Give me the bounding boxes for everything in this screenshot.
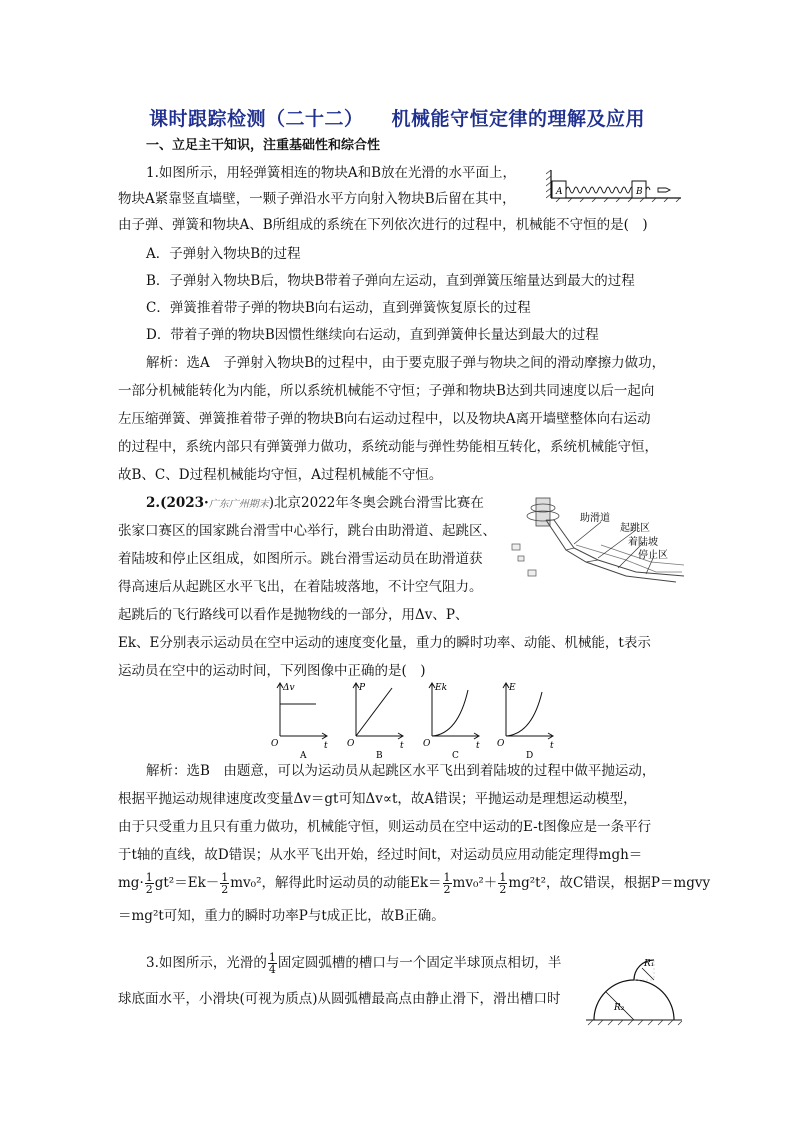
label-stop-zone: 停止区 <box>638 550 668 561</box>
bullet-icon <box>658 188 670 192</box>
q2-solution-5: mg· $\frac{1}{2}$ gt²＝Ek－ $\frac{1}{2}$ mv₀²，解得此时运动员的动能Ek＝ $\frac{1}{2}$ mv₀²＋ $\frac{1}{2}$ mg²t²，故C错误，根据P＝mgvy <box>118 871 711 896</box>
graph-origin-label: O <box>423 739 431 749</box>
graph-y-label: Δv <box>283 683 295 693</box>
graph-x-label: t <box>550 741 554 751</box>
graph-origin-label: O <box>497 739 505 749</box>
q2-source: 广东广州期末 <box>208 499 269 510</box>
fraction-half: $\frac{1}{2}$ <box>499 871 507 896</box>
q1-solution-5: 故B、C、D过程机械能均守恒，A过程机械能不守恒。 <box>118 467 443 483</box>
label-takeoff: 起跳区 <box>620 523 650 534</box>
q1-option-c: C．弹簧推着带子弹的物块B向右运动，直到弹簧恢复原长的过程 <box>146 300 531 316</box>
q2-solution-4: 于t轴的直线，故D错误；从水平飞出开始，经过时间t，对运动员应用动能定理得mgh＝ <box>118 847 643 863</box>
graph-y-label: Ek <box>435 683 448 693</box>
q2-solution-2: 根据平抛运动规律速度改变量Δv＝gt可知Δv∝t，故A错误；平抛运动是理想运动模型， <box>118 791 637 807</box>
block-b-label: B <box>636 187 643 197</box>
answer-graph-D <box>496 680 558 760</box>
q2-line3: 着陆坡和停止区组成，如图所示。跳台滑雪运动员在助滑道获 <box>118 551 483 567</box>
graph-origin-label: O <box>347 739 355 749</box>
block-a-label: A <box>556 187 563 197</box>
graph-caption: C <box>452 751 459 760</box>
fraction-half: $\frac{1}{2}$ <box>221 871 229 896</box>
answer-graph-A <box>270 680 332 760</box>
q2-line6: Ek、E分别表示运动员在空中运动的速度变化量，重力的瞬时功率、动能、机械能，t表示 <box>118 635 651 651</box>
section-heading: 一、立足主干知识，注重基础性和综合性 <box>146 138 381 153</box>
q1-option-b: B．子弹射入物块B后，物块B带着子弹向左运动，直到弹簧压缩量达到最大的过程 <box>146 273 635 289</box>
graph-caption: A <box>300 751 307 760</box>
hemisphere-figure <box>584 938 684 1026</box>
graph-origin-label: O <box>271 739 279 749</box>
q1-option-d: D．带着子弹的物块B因惯性继续向右运动，直到弹簧伸长量达到最大的过程 <box>146 327 599 343</box>
q2-line1: 2.(2023·广东广州期末)北京2022年冬奥会跳台滑雪比赛在 <box>146 495 484 511</box>
q1-solution-3: 左压缩弹簧、弹簧推着带子弹的物块B向右运动过程中，以及物块A离开墙壁整体向右运动 <box>118 411 651 427</box>
r1-label: R₁ <box>644 959 655 969</box>
q2-line7: 运动员在空中的运动时间，下列图像中正确的是( ) <box>118 663 426 679</box>
graph-x-label: t <box>324 741 328 751</box>
q1-solution-2: 一部分机械能转化为内能，所以系统机械能不守恒；子弹和物块B达到共同速度以后一起向 <box>118 383 655 399</box>
q2-line4: 得高速后从起跳区水平飞出，在着陆坡落地，不计空气阻力。 <box>118 579 483 595</box>
graph-x-label: t <box>400 741 404 751</box>
graph-x-label: t <box>476 741 480 751</box>
answer-graph-C <box>422 680 484 760</box>
fraction-half: $\frac{1}{2}$ <box>443 871 451 896</box>
q1-line2: 物块A紧靠竖直墙壁，一颗子弹沿水平方向射入物块B后留在其中， <box>118 191 516 207</box>
title-right: 机械能守恒定律的理解及应用 <box>391 108 646 130</box>
q2-line2: 张家口赛区的国家跳台滑雪中心举行，跳台由助滑道、起跳区、 <box>118 523 496 539</box>
q1-line3: 由子弹、弹簧和物块A、B所组成的系统在下列依次进行的过程中，机械能不守恒的是( ) <box>118 217 648 233</box>
q1-solution-1: 解析：选A 子弹射入物块B的过程中，由于要克服子弹与物块之间的滑动摩擦力做功， <box>146 355 666 371</box>
q3-line2: 球底面水平，小滑块(可视为质点)从圆弧槽最高点由静止滑下，滑出槽口时 <box>118 991 561 1007</box>
title-left: 课时跟踪检测（二十二） <box>148 108 364 130</box>
q1-option-a: A．子弹射入物块B的过程 <box>146 246 301 262</box>
ski-jump-figure <box>506 490 696 588</box>
graph-y-label: P <box>359 683 366 693</box>
q2-solution-1: 解析：选B 由题意，可以为运动员从起跳区水平飞出到着陆坡的过程中做平抛运动， <box>146 763 656 779</box>
q1-line1: 1.如图所示，用轻弹簧相连的物块A和B放在光滑的水平面上， <box>146 165 517 181</box>
q2-solution-6: ＝mg²t可知，重力的瞬时功率P与t成正比，故B正确。 <box>118 908 445 924</box>
graph-caption: B <box>376 751 383 760</box>
label-landing-slope: 着陆坡 <box>628 537 658 548</box>
q2-solution-3: 由于只受重力且只有重力做功，机械能守恒，则运动员在空中运动的E-t图像应是一条平行 <box>118 819 652 835</box>
q3-line1: 3.如图所示，光滑的 $\frac{1}{4}$ 固定圆弧槽的槽口与一个固定半球顶点相切，半 <box>146 951 562 976</box>
graph-caption: D <box>526 751 534 760</box>
graph-y-label: E <box>509 683 516 693</box>
fraction-half: $\frac{1}{2}$ <box>145 871 153 896</box>
r2-label: R₂ <box>614 1003 625 1013</box>
fraction-quarter: $\frac{1}{4}$ <box>268 951 276 976</box>
label-approach: 助滑道 <box>580 513 610 524</box>
page-title <box>0 104 794 131</box>
spring-blocks-figure <box>546 168 682 202</box>
q1-solution-4: 的过程中，系统内部只有弹簧弹力做功，系统动能与弹性势能相互转化，系统机械能守恒， <box>118 439 658 455</box>
answer-graph-B <box>346 680 408 760</box>
q2-line5: 起跳后的飞行路线可以看作是抛物线的一部分，用Δv、P、 <box>118 607 469 623</box>
